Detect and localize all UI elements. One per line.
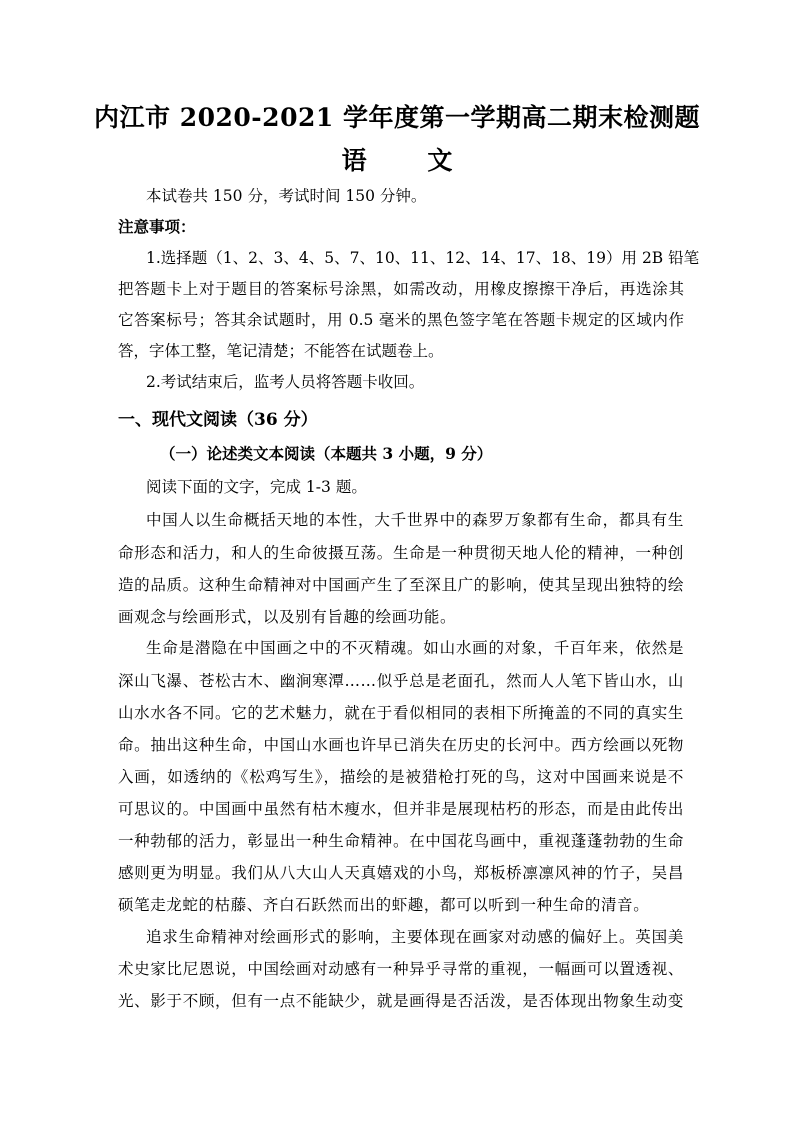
reading-instruction: 阅读下面的文字，完成 1-3 题。 <box>146 478 367 496</box>
intro-text: 本试卷共 150 分，考试时间 150 分钟。 <box>146 187 427 205</box>
passage-line: 硕笔走龙蛇的枯藤、齐白石跃然而出的虾趣，都可以听到一种生命的清音。 <box>118 896 650 914</box>
notice-item1-line: 它答案标号；答其余试题时，用 0.5 毫米的黑色签字笔在答题卡规定的区域内作 <box>118 311 684 329</box>
passage-line: 中国人以生命概括天地的本性，大千世界中的森罗万象都有生命，都具有生 <box>146 511 684 529</box>
passage-line: 山水水各不同。它的艺术魅力，就在于看似相同的表相下所掩盖的不同的真实生 <box>118 704 684 722</box>
subject-title: 语 文 <box>341 146 479 175</box>
passage-line: 入画，如透纳的《松鸡写生》，描绘的是被猎枪打死的鸟，这对中国画来说是不 <box>118 768 684 786</box>
notice-item2: 2.考试结束后，监考人员将答题卡收回。 <box>146 373 425 391</box>
passage-line: 光、影于不顾，但有一点不能缺少，就是画得是否活泼，是否体现出物象生动变 <box>118 992 684 1010</box>
passage-line: 深山飞瀑、苍松古木、幽涧寒潭……似乎总是老面孔，然而人人笔下皆山水，山 <box>118 672 684 690</box>
passage-line: 画观念与绘画形式，以及别有旨趣的绘画功能。 <box>118 608 457 626</box>
notice-heading: 注意事项： <box>118 217 196 236</box>
passage-line: 术史家比尼恩说，中国绘画对动感有一种异乎寻常的重视，一幅画可以置透视、 <box>118 960 684 978</box>
passage-line: 一种勃郁的活力，彰显出一种生命精神。在中国花鸟画中，重视蓬蓬勃勃的生命 <box>118 832 684 850</box>
exam-title: 内江市 2020-2021 学年度第一学期高二期末检测题 <box>94 103 700 132</box>
notice-item1-line: 1.选择题（1、2、3、4、5、7、10、11、12、14、17、18、19）用 2B 铅笔 <box>146 249 700 267</box>
subsection-heading: （一）论述类文本阅读（本题共 3 小题，9 分） <box>160 444 493 463</box>
notice-item1-line: 把答题卡上对于题目的答案标号涂黑，如需改动，用橡皮擦擦干净后，再选涂其 <box>118 280 684 298</box>
passage-line: 造的品质。这种生命精神对中国画产生了至深且广的影响，使其呈现出独特的绘 <box>118 576 684 594</box>
passage-line: 感则更为明显。我们从八大山人天真嬉戏的小鸟，郑板桥凛凛风神的竹子，吴昌 <box>118 864 684 882</box>
notice-item1-line: 答，字体工整，笔记清楚；不能答在试题卷上。 <box>118 342 444 360</box>
passage-line: 追求生命精神对绘画形式的影响，主要体现在画家对动感的偏好上。英国美 <box>146 928 684 946</box>
passage-line: 命形态和活力，和人的生命彼摄互荡。生命是一种贯彻天地人伦的精神，一种创 <box>118 544 684 562</box>
section-heading: 一、现代文阅读（36 分） <box>118 410 318 430</box>
passage-line: 命。抽出这种生命，中国山水画也许早已消失在历史的长河中。西方绘画以死物 <box>118 736 684 754</box>
passage-line: 可思议的。中国画中虽然有枯木瘦水，但并非是展现枯朽的形态，而是由此传出 <box>118 800 684 818</box>
passage-line: 生命是潜隐在中国画之中的不灭精魂。如山水画的对象，千百年来，依然是 <box>146 639 684 657</box>
